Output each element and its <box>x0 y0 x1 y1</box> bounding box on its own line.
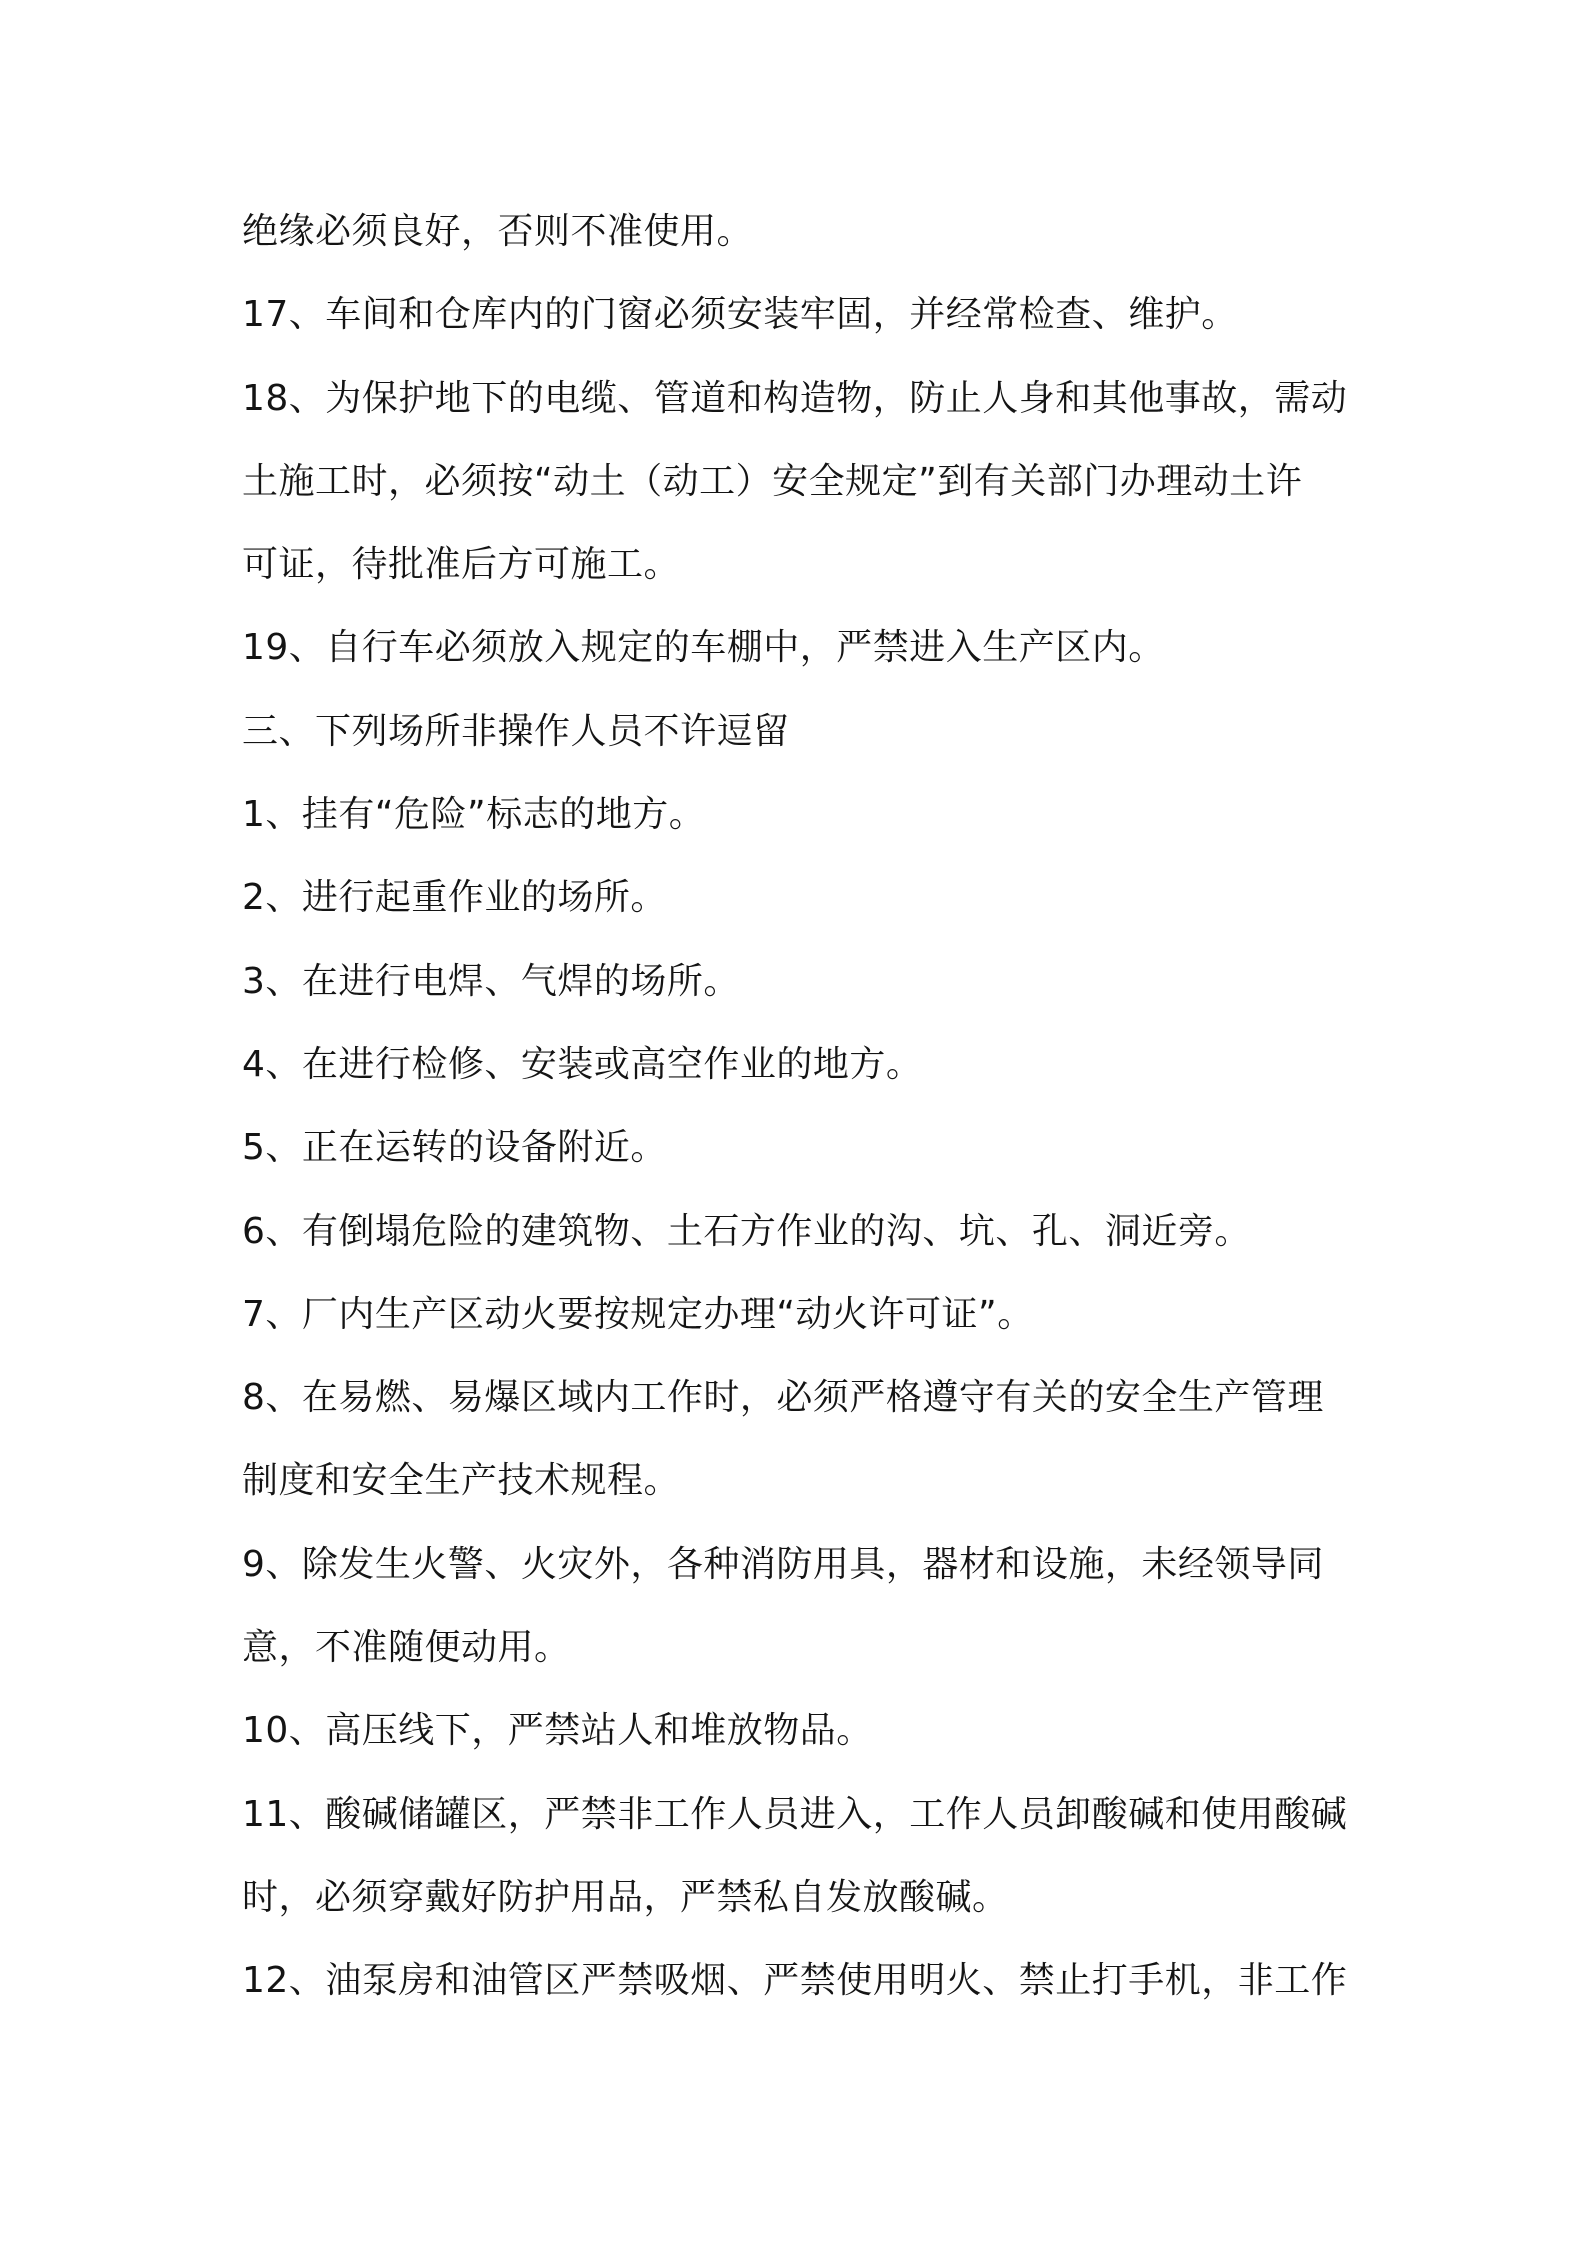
text-line: 土施工时，必须按“动土（动工）安全规定”到有关部门办理动土许 <box>242 460 1303 502</box>
text-line: 可证，待批准后方可施工。 <box>242 544 681 586</box>
text-line: 18、为保护地下的电缆、管道和构造物，防止人身和其他事故，需动 <box>242 377 1348 419</box>
text-line: 1、挂有“危险”标志的地方。 <box>242 794 706 836</box>
text-line: 7、厂内生产区动火要按规定办理“动火许可证”。 <box>242 1293 1034 1335</box>
text-line: 3、在进行电焊、气焊的场所。 <box>242 960 740 1002</box>
section-heading: 三、下列场所非操作人员不许逗留 <box>242 710 790 752</box>
text-line: 4、在进行检修、安装或高空作业的地方。 <box>242 1043 923 1085</box>
text-line: 17、车间和仓库内的门窗必须安装牢固，并经常检查、维护。 <box>242 294 1238 336</box>
text-line: 制度和安全生产技术规程。 <box>242 1460 681 1502</box>
text-line: 5、正在运转的设备附近。 <box>242 1127 667 1169</box>
text-line: 19、自行车必须放入规定的车棚中，严禁进入生产区内。 <box>242 627 1165 669</box>
document-body <box>242 190 1362 2023</box>
text-line: 绝缘必须良好，否则不准使用。 <box>242 211 754 252</box>
text-line: 意，不准随便动用。 <box>242 1627 571 1669</box>
text-line: 8、在易燃、易爆区域内工作时，必须严格遵守有关的安全生产管理 <box>242 1377 1324 1419</box>
text-line: 2、进行起重作业的场所。 <box>242 877 667 919</box>
text-line: 10、高压线下，严禁站人和堆放物品。 <box>242 1710 873 1752</box>
text-line: 时，必须穿戴好防护用品，严禁私自发放酸碱。 <box>242 1876 1009 1918</box>
text-line: 12、油泵房和油管区严禁吸烟、严禁使用明火、禁止打手机，非工作 <box>242 1960 1348 2002</box>
text-line: 6、有倒塌危险的建筑物、土石方作业的沟、坑、孔、洞近旁。 <box>242 1210 1251 1252</box>
text-line: 9、除发生火警、火灾外，各种消防用具，器材和设施，未经领导同 <box>242 1543 1324 1585</box>
text-line: 11、酸碱储罐区，严禁非工作人员进入，工作人员卸酸碱和使用酸碱 <box>242 1793 1348 1835</box>
